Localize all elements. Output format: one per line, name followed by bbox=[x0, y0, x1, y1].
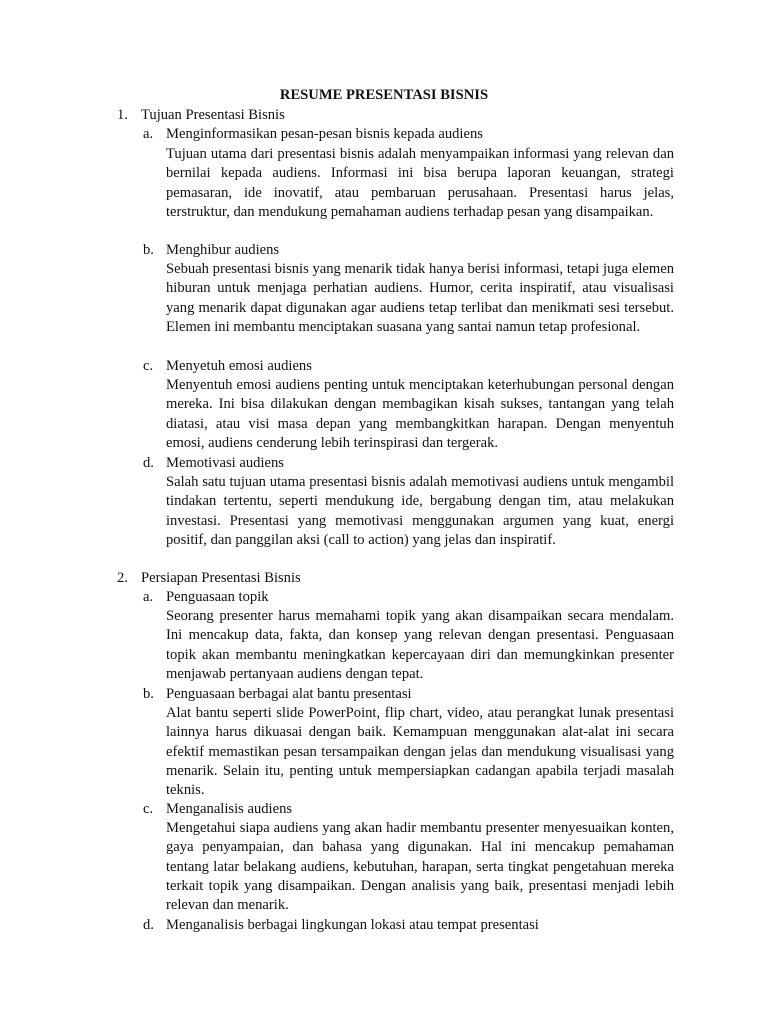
section-number: 2. bbox=[117, 570, 128, 586]
item-letter: c. bbox=[143, 801, 154, 817]
item-heading: Menginformasikan pesan-pesan bisnis kepada audiens bbox=[166, 126, 483, 142]
section-number: 1. bbox=[117, 107, 128, 123]
item-body: Seorang presenter harus memahami topik yang akan disampaikan secara mendalam. Ini mencakup data, fakta, dan konsep yang relevan dengan presentasi. Penguasaan topik akan membantu meningkatkan kepercayaan diri dan memungkinkan presenter menjawab pertanyaan audiens dengan tepat. bbox=[166, 608, 674, 682]
item-letter: d. bbox=[143, 455, 154, 471]
item-heading: Memotivasi audiens bbox=[166, 455, 284, 471]
item-heading: Menganalisis berbagai lingkungan lokasi atau tempat presentasi bbox=[166, 917, 539, 933]
item-heading: Menghibur audiens bbox=[166, 242, 280, 258]
item-letter: d. bbox=[143, 917, 154, 933]
item-heading: Penguasaan berbagai alat bantu presentasi bbox=[166, 686, 412, 702]
item-letter: b. bbox=[143, 242, 154, 258]
item-letter: a. bbox=[143, 126, 154, 142]
item-body: Menyentuh emosi audiens penting untuk menciptakan keterhubungan personal dengan mereka. Ini bisa dilakukan dengan membagikan kisah sukses, tantangan yang telah diatasi, atau visi masa depan yang membangkitkan harapan. Dengan menyentuh emosi, audiens cenderung lebih terinspirasi dan tergerak. bbox=[166, 377, 674, 451]
item-body: Tujuan utama dari presentasi bisnis adalah menyampaikan informasi yang relevan dan bernilai kepada audiens. Informasi ini bisa berupa laporan keuangan, strategi pemasaran, ide inovatif, atau pembaruan perusahaan. Presentasi harus jelas, terstruktur, dan mendukung pemahaman audiens terhadap pesan yang disampaikan. bbox=[166, 146, 674, 220]
item-letter: c. bbox=[143, 358, 154, 374]
item-body: Mengetahui siapa audiens yang akan hadir membantu presenter menyesuaikan konten, gaya penyampaian, dan bahasa yang digunakan. Hal ini mencakup pemahaman tentang latar belakang audiens, kebutuhan, harapan, serta tingkat pengetahuan mereka terkait topik yang disampaikan. Dengan analisis yang baik, presentasi menjadi lebih relevan dan menarik. bbox=[166, 820, 674, 914]
item-body: Salah satu tujuan utama presentasi bisnis adalah memotivasi audiens untuk mengambil tindakan tertentu, seperti mendukung ide, bergabung dengan tim, atau melakukan investasi. Presentasi yang memotivasi menggunakan argumen yang kuat, energi positif, dan panggilan aksi (call to action) yang jelas dan inspiratif. bbox=[166, 474, 674, 548]
item-heading: Menyetuh emosi audiens bbox=[166, 358, 312, 374]
item-body: Sebuah presentasi bisnis yang menarik tidak hanya berisi informasi, tetapi juga elemen hiburan untuk menjaga perhatian audiens. Humor, cerita inspiratif, atau visualisasi yang menarik dapat digunakan agar audiens tetap terlibat dan menikmati sesi tersebut. Elemen ini membantu menciptakan suasana yang santai namun tetap profesional. bbox=[166, 261, 674, 335]
item-body: Alat bantu seperti slide PowerPoint, flip chart, video, atau perangkat lunak presentasi lainnya harus dikuasai dengan baik. Kemampuan menggunakan alat-alat ini secara efektif memastikan pesan tersampaikan dengan jelas dan mendukung visualisasi yang menarik. Selain itu, penting untuk mempersiapkan cadangan apabila terjadi masalah teknis. bbox=[166, 705, 674, 799]
item-heading: Menganalisis audiens bbox=[166, 801, 293, 817]
item-letter: b. bbox=[143, 686, 154, 702]
section-heading: Tujuan Presentasi Bisnis bbox=[141, 107, 285, 123]
section-heading: Persiapan Presentasi Bisnis bbox=[141, 570, 301, 586]
item-heading: Penguasaan topik bbox=[166, 589, 269, 605]
item-letter: a. bbox=[143, 589, 154, 605]
document-title: RESUME PRESENTASI BISNIS bbox=[279, 87, 489, 103]
